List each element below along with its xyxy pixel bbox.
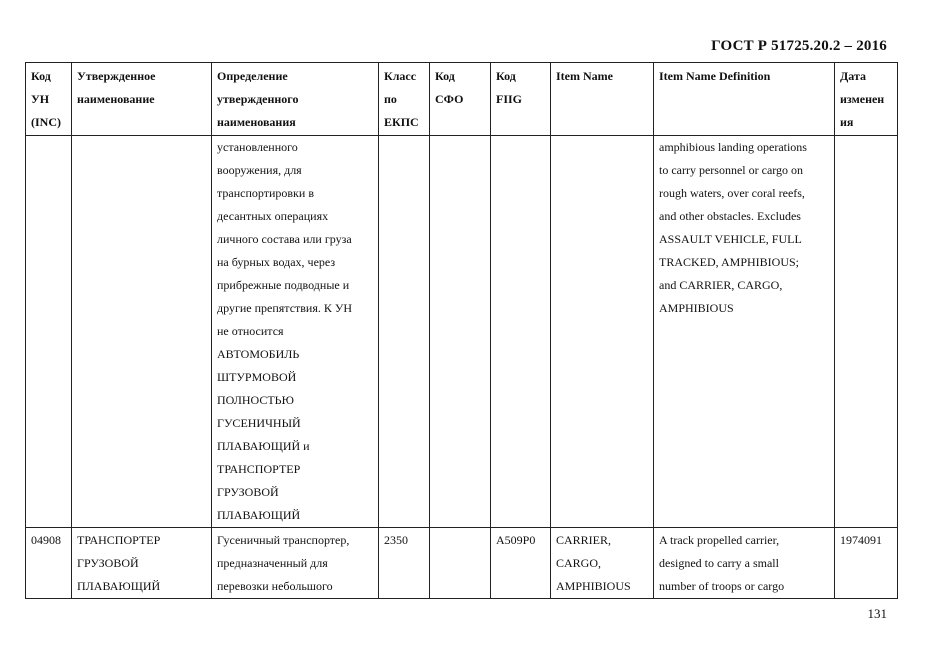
classification-table (25, 62, 898, 599)
header-change-date: Дата изменен ия (835, 63, 898, 136)
cell-item-name: CARRIER, CARGO, AMPHIBIOUS (551, 528, 654, 599)
cell-item-name-definition: A track propelled carrier, designed to carry a small number of troops or cargo (654, 528, 835, 599)
header-item-name: Item Name (551, 63, 654, 136)
cell-code-fiig: A509P0 (491, 528, 551, 599)
cell-change-date: 1974091 (835, 528, 898, 599)
header-inc-code: Код УН (INC) (26, 63, 72, 136)
cell-approved-name: ТРАНСПОРТЕР ГРУЗОВОЙ ПЛАВАЮЩИЙ (72, 528, 212, 599)
cell-item-name-definition: amphibious landing operations to carry personnel or cargo on rough waters, over coral reefs, and other obstacles. Excludes ASSAULT VEHICLE, FULL TRACKED, AMPHIBIOUS; and CARRIER, CARGO, AMPHIBIOUS (654, 136, 835, 528)
cell-item-name (551, 136, 654, 528)
header-definition-ru: Определение утвержденного наименования (212, 63, 379, 136)
cell-code-sfo (430, 136, 491, 528)
cell-change-date (835, 136, 898, 528)
cell-approved-name (72, 136, 212, 528)
cell-class-ekps: 2350 (379, 528, 430, 599)
page-number: 131 (867, 606, 887, 621)
cell-class-ekps (379, 136, 430, 528)
table-row (26, 136, 898, 528)
table-row (26, 528, 898, 599)
cell-definition-ru: Гусеничный транспортер, предназначенный для перевозки небольшого (212, 528, 379, 599)
table-header-row (26, 63, 898, 136)
header-code-fiig: Код FIIG (491, 63, 551, 136)
header-approved-name: Утвержденное наименование (72, 63, 212, 136)
cell-definition-ru: установленного вооружения, для транспортировки в десантных операциях личного состава или груза на бурных водах, через прибрежные подводные и другие препятствия. К УН не относится АВТОМОБИЛЬ ШТУРМОВОЙ ПОЛНОСТЬЮ ГУСЕНИЧНЫЙ ПЛАВАЮЩИЙ и ТРАНСПОРТЕР ГРУЗОВОЙ ПЛАВАЮЩИЙ (212, 136, 379, 528)
header-class-ekps: Класс по ЕКПС (379, 63, 430, 136)
document-standard-header: ГОСТ Р 51725.20.2 – 2016 (711, 38, 887, 54)
header-code-sfo: Код СФО (430, 63, 491, 136)
header-item-name-definition: Item Name Definition (654, 63, 835, 136)
cell-code-sfo (430, 528, 491, 599)
cell-code-fiig (491, 136, 551, 528)
cell-inc-code (26, 136, 72, 528)
cell-inc-code: 04908 (26, 528, 72, 599)
